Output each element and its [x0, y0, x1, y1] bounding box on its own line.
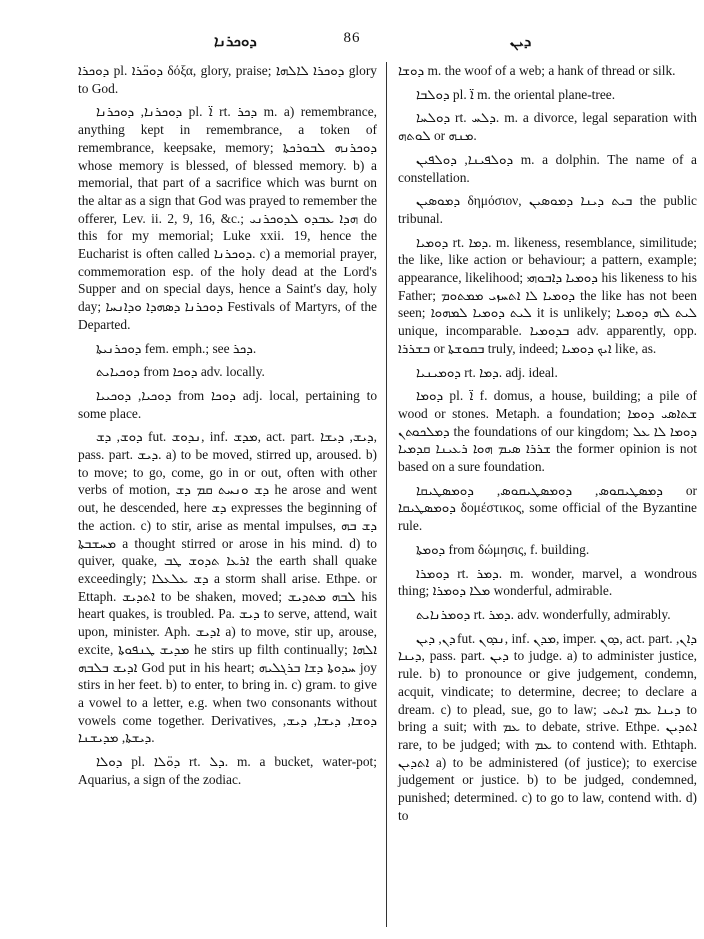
entry: ܕܢ, ܕܝܢ fut. ܢܕܘܢ, inf. ܡܕܢ, imper. ܕܘܢ, act. part. ܕܐܢ, ܕܝܢܐ, pass. part. ܕܝܢ to judge. a) to administer justice, rule. b) to pronounce or give judgement, condemn, acquit, vindicate; to determine, decree; to declare a dream. c) to plead, sue, go to law; ܕܝܢܐ ܥܡ ܐܝܬܝ to bring a suit; with ܥܡ to debate, strive. Ethpe. ܐܬܕܝܢ rare, to be judged; with ܥܡ to contend with. Ethtaph. ܐܬܕܝܢ a) to be administered (of justice); to exercise judgement or justice. b) to be judged, condemned, punished; determined. c) to go to law, contend with. d) to	[398, 630, 697, 823]
entry: ܕܘܠܒܐ pl. ܐ̈ m. the oriental plane-tree.	[416, 86, 616, 102]
entry: ܕܘܡܝܢܝܐ rt. ܕܡܐ. adj. ideal.	[416, 364, 558, 380]
right-column	[398, 62, 697, 830]
entry: ܕܘܟܝܐ, ܕܘܟܝܝܐ from ܕܘܟܐ adj. local, pertaining to some place.	[78, 387, 378, 421]
entry: ܕܘܫ, ܕܫ fut. ܢܕܘܫ, inf. ܡܕܫ, act. part. ܕܝܫ, ܕܝܫܐ, pass. part. ܕܝܫ. a) to be moved, stirred up, aroused. b) to move; to go, come, go in or out, often with other verbs of motion, ܕܫ ܘܢܚܬ ܩܡ ܕܫ he arose and went out, he descended, here ܕܫ expresses the beginning of the action. c) to stir, arise as mental impulses, ܕܫ ܒܗ ܡܚܫܒܬܐ a thought stirred or arose in his mind. d) to quiver, quake, ܐܪܥܐ ܬܕܘܫ ܛܒ the earth shall quake exceedingly; ܕܫ ܥܠܥܠܐ a storm shall arise. Ethpe. or Ettaph. ܐܬܕܝܫ to be shaken, moved; ܠܒܗ ܡܬܕܝܫ his heart quakes, is troubled. Pa. ܕܝܫ to serve, attend, wait upon, minister. Aph. ܐܕܝܫ a) to move, stir up, arouse, excite, ܡܕܝܫ ܛܢܦܘܬܐ he stirs up filth continually; ܐܠܗܐ ܐܕܝܫ ܒܠܒܗ God put in his heart; ܚܕܘܬܐ ܕܫܐ ܒܪܓܠܝܗ joy stirs in her feet. b) to enter, to bring in. c) gram. to give a vowel to a letter, e.g. when two consonants without vowels come together. Derivatives, ܕܘܫܐ, ܕܝܫܐ, ܕܝܫ, ܕܝܫܬܐ, ܡܕܝܫܢܐ.	[78, 429, 378, 746]
entry: ܕܘܟܝܐܝܬ from ܕܘܟܐ adv. locally.	[96, 364, 265, 380]
running-head-left: ܕܘܟܪܢܐ	[214, 32, 257, 50]
entry: ܕܘܫܐ m. the woof of a web; a hank of thread or silk.	[398, 63, 676, 78]
entry: ܕܘܡܪܐ rt. ܕܡܪ. m. wonder, marvel, a wondrous thing; ܡܠܐ ܕܘܡܪܐ wonderful, admirable.	[398, 565, 697, 599]
entry: ܕܘܠܚܐ rt. ܕܠܚ. m. a divorce, legal separation with ܠܘܬܗ or ܡܢܗ.	[398, 110, 697, 144]
left-column	[78, 62, 377, 794]
entry: ܕܘܡܝܐ rt. ܕܡܐ. m. likeness, resemblance, similitude; the like, like action or behaviour; a pattern, example; appearance, likelihood; ܕܘܡܝܐ ܕܐܒܘܗܝ his likeness to his Father; ܕܘܡܝܐ ܠܐ ܐܬܚܙܝ ܡܡܬܘܡ the like has not been seen; ܠܝܬ ܕܘܡܝܐ ܠܡܗܘܐ it is unlikely; ܠܝܬ ܠܗ ܕܘܡܝܐ unique, incomparable. ܒܕܘܡܝܐ adv. apparently, opp. ܒܫܪܪܐ or ܒܩܘܫܬܐ truly, indeed; ܐܝܟ ܕܘܡܝܐ like, as.	[398, 234, 698, 356]
entry: ܕܘܡܐ pl. ܐ̈ f. domus, a house, building; a pile of wood or stones. Metaph. a foundation; ܫܬܐܣܝ ܕܘܡܐ ܕܡܠܟܘܬܢ the foundations of our kingdom; ܕܘܡܐ ܠܐ ܥܠ ܫܪܪܐ ܣܝܡ ܗܘܐ ܪܥܝܢܐ ܩܕܡܝܐ the former opinion is not based on a sure foundation.	[398, 388, 697, 475]
entry: ܕܘܟܪܢܐ, ܕܘܟܪܢܐ pl. ܐ̈ rt. ܕܟܪ m. a) remembrance, anything kept in remembrance, a token of remembrance, keepsake, memory; ܕܘܟܪܢܗ ܠܒܘܪܟܬܐ whose memory is blessed, of blessed memory. b) a memorial, that part of a sacrifice which was burnt on the altar as a sign that God was prayed to remember the offerer, Lev. ii. 2, 9, 16, &c.; ܗܕܐ ܥܒܕܘ ܠܕܘܟܪܢܝ do this for my memorial; Luke xxii. 19, hence the Eucharist is often called ܕܘܟܪܢܐ. c) a memorial prayer, commemoration esp. of the holy dead at the Lord's Supper and on special days, hence a Saint's day, holy day; ܕܘܟܪܢܐ ܕܣܗܕܐ ܘܕܐܢܚܐ Festivals of Martyrs, of the Departed.	[78, 104, 378, 332]
column-divider	[386, 62, 387, 927]
entry: ܕܘܟܪܐ pl. ܕܘܟ̈ܪܐ δόξα, glory, praise; ܕܘܟܪܐ ܠܐܠܗܐ glory to God.	[78, 63, 378, 96]
entry: ܕܘܠܐ pl. ܕܘ̈ܠܐ rt. ܕܠ. m. a bucket, water-pot; Aquarius, a sign of the zodiac.	[78, 754, 377, 787]
page-number: 86	[343, 30, 361, 46]
entry: ܕܘܡܬܐ from δώμησις, f. building.	[416, 541, 590, 557]
entry: ܕܘܠܦܝܢܐ, ܕܘܠܦܝܢ m. a dolphin. The name of a constellation.	[398, 151, 697, 185]
entry: ܕܡܣܛܝܩܘܣ, ܕܘܡܣܛܝܩܘܣ, ܕܘܡܣܛܝܩܐ or ܕܘܡܣܛܝܩܐ δομέστικος, some official of the Byzantine rule.	[398, 482, 697, 534]
entry: ܕܘܡܪܢܐܝܬ rt. ܕܡܪ. adv. wonderfully, admirably.	[416, 606, 671, 622]
entry: ܕܡܘܣܝܢ δημόσιον, ܒܝܬ ܕܝܢܐ ܕܡܘܣܝܢ the public tribunal.	[398, 193, 697, 226]
running-head-right: ܕܝܢ	[510, 32, 532, 50]
entry: ܕܘܟܪܢܝܬܐ fem. emph.; see ܕܟܪ.	[96, 340, 257, 356]
